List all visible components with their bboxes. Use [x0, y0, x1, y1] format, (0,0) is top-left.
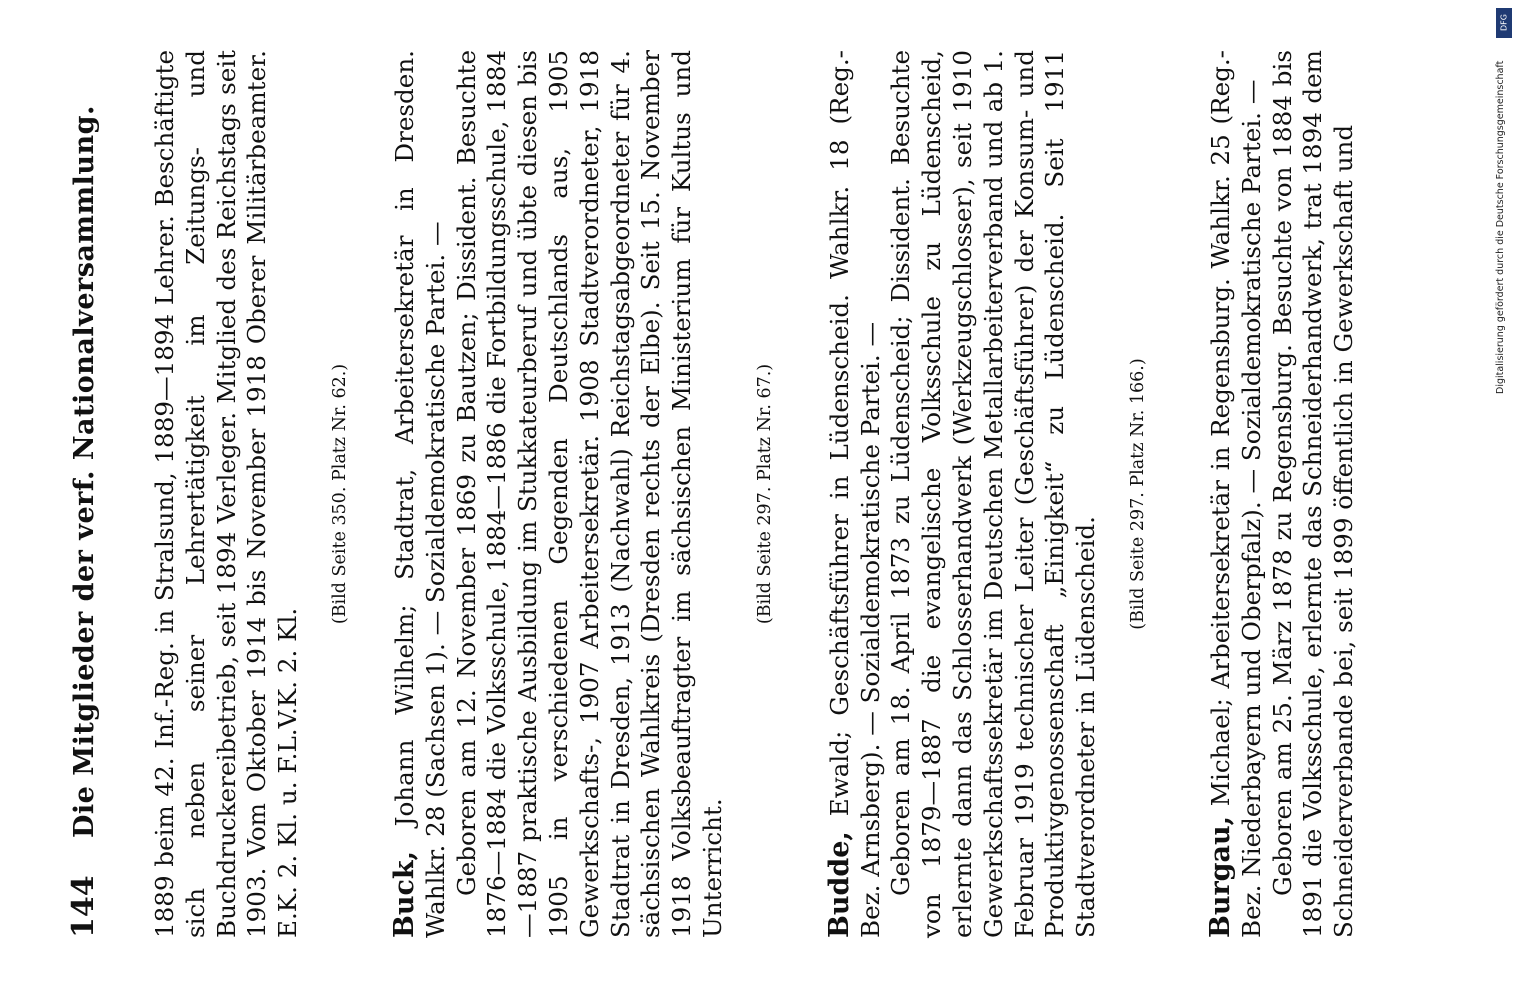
entry-name: Buck,: [388, 851, 420, 938]
entry-intro: Ewald; Geschäftsführer in Lüdenscheid. Wahlkr. 18 (Reg.-Bez. Arnsberg). — Sozialdemokratische Partei. —: [824, 50, 885, 938]
entry-heading: [1206, 50, 1268, 938]
entry-intro: Michael; Arbeitersekretär in Regensburg. Wahlkr. 25 (Reg.-Bez. Niederbayern und Oberpfalz). — Sozialdemokratische Partei. —: [1205, 50, 1266, 938]
dfg-logo-icon: DFG: [1496, 8, 1512, 38]
entry-heading: [825, 50, 887, 938]
image-reference-caption: (Bild Seite 297. Platz Nr. 166.): [1127, 358, 1148, 630]
image-reference-caption: (Bild Seite 350. Platz Nr. 62.): [329, 363, 350, 625]
continuation-text: 1889 beim 42. Inf.-Reg. in Stralsund, 1889—1894 Lehrer. Beschäftigte sich neben seiner Lehrertätigkeit im Zeitungs- und Buchdruckereibetrieb, seit 1894 Verleger. Mitglied des Reichstags seit 1903. Vom Oktober 1914 bis November 1918 Oberer Militärbeamter. E.K. 2. Kl. u. F.L.V.K. 2. Kl.: [150, 50, 303, 938]
digitization-credit: Digitalisierung gefördert durch die Deutsche Forschungsgemeinschaft: [1495, 60, 1506, 394]
entry-heading: [390, 50, 452, 938]
entry-intro: Johann Wilhelm; Stadtrat, Arbeitersekretär in Dresden. Wahlkr. 28 (Sachsen 1). — Sozialdemokratische Partei. —: [389, 50, 450, 938]
digitization-credit-strip: [1491, 0, 1519, 1000]
entry-body: Geboren am 12. November 1869 zu Bautzen; Dissident. Besuchte 1876—1884 die Volksschule, 1884—1886 die Fortbildungsschule, 1884—1887 praktische Ausbildung im Stukkateurberuf und übte diesen bis 1905 in verschiedenen Gegenden Deutschlands aus, 1905 Gewerkschafts-, 1907 Arbeitersekretär. 1908 Stadtverordneter, 1918 Stadtrat in Dresden, 1913 (Nachwahl) Reichstagsabgeordneter für 4. sächsischen Wahlkreis (Dresden rechts der Elbe). Seit 15. November 1918 Volksbeauftragter im sächsischen Ministerium für Kultus und Unterricht.: [451, 50, 727, 938]
entry-name: Burgau,: [1204, 815, 1236, 938]
entry-body: Geboren am 25. März 1878 zu Regensburg. Besuchte von 1884 bis 1891 die Volksschule, erlernte das Schneiderhandwerk, trat 1894 dem Schneiderverbande bei, seit 1899 öffentlich in Gewerkschaft und: [1267, 50, 1359, 938]
continuation-entry: [150, 50, 350, 938]
entry-body: Geboren am 18. April 1873 zu Lüdenscheid; Dissident. Besuchte von 1879—1887 die evangelische Volksschule zu Lüdenscheid, erlernte dann das Schlosserhandwerk (Werkzeugschlosser), seit 1910 Gewerkschaftssekretär im Deutschen Metallarbeiterverband und ab 1. Februar 1919 technischer Leiter (Geschäftsführer) der Konsum- und Produktivgenossenschaft „Einigkeit“ zu Lüdenscheid. Seit 1911 Stadtverordneter in Lüdenscheid.: [886, 50, 1101, 938]
image-reference-caption: (Bild Seite 297. Platz Nr. 67.): [754, 363, 775, 625]
biography-entry-budde: [825, 50, 1148, 938]
page-header: [66, 50, 106, 938]
page-number: 144: [66, 875, 101, 938]
running-title: Die Mitglieder der verf. Nationalversammlung.: [69, 105, 100, 838]
biography-entry-burgau: [1206, 50, 1360, 938]
book-page: [50, 0, 1490, 1000]
entry-name: Budde,: [823, 831, 855, 938]
biography-entry-buck: [390, 50, 775, 938]
